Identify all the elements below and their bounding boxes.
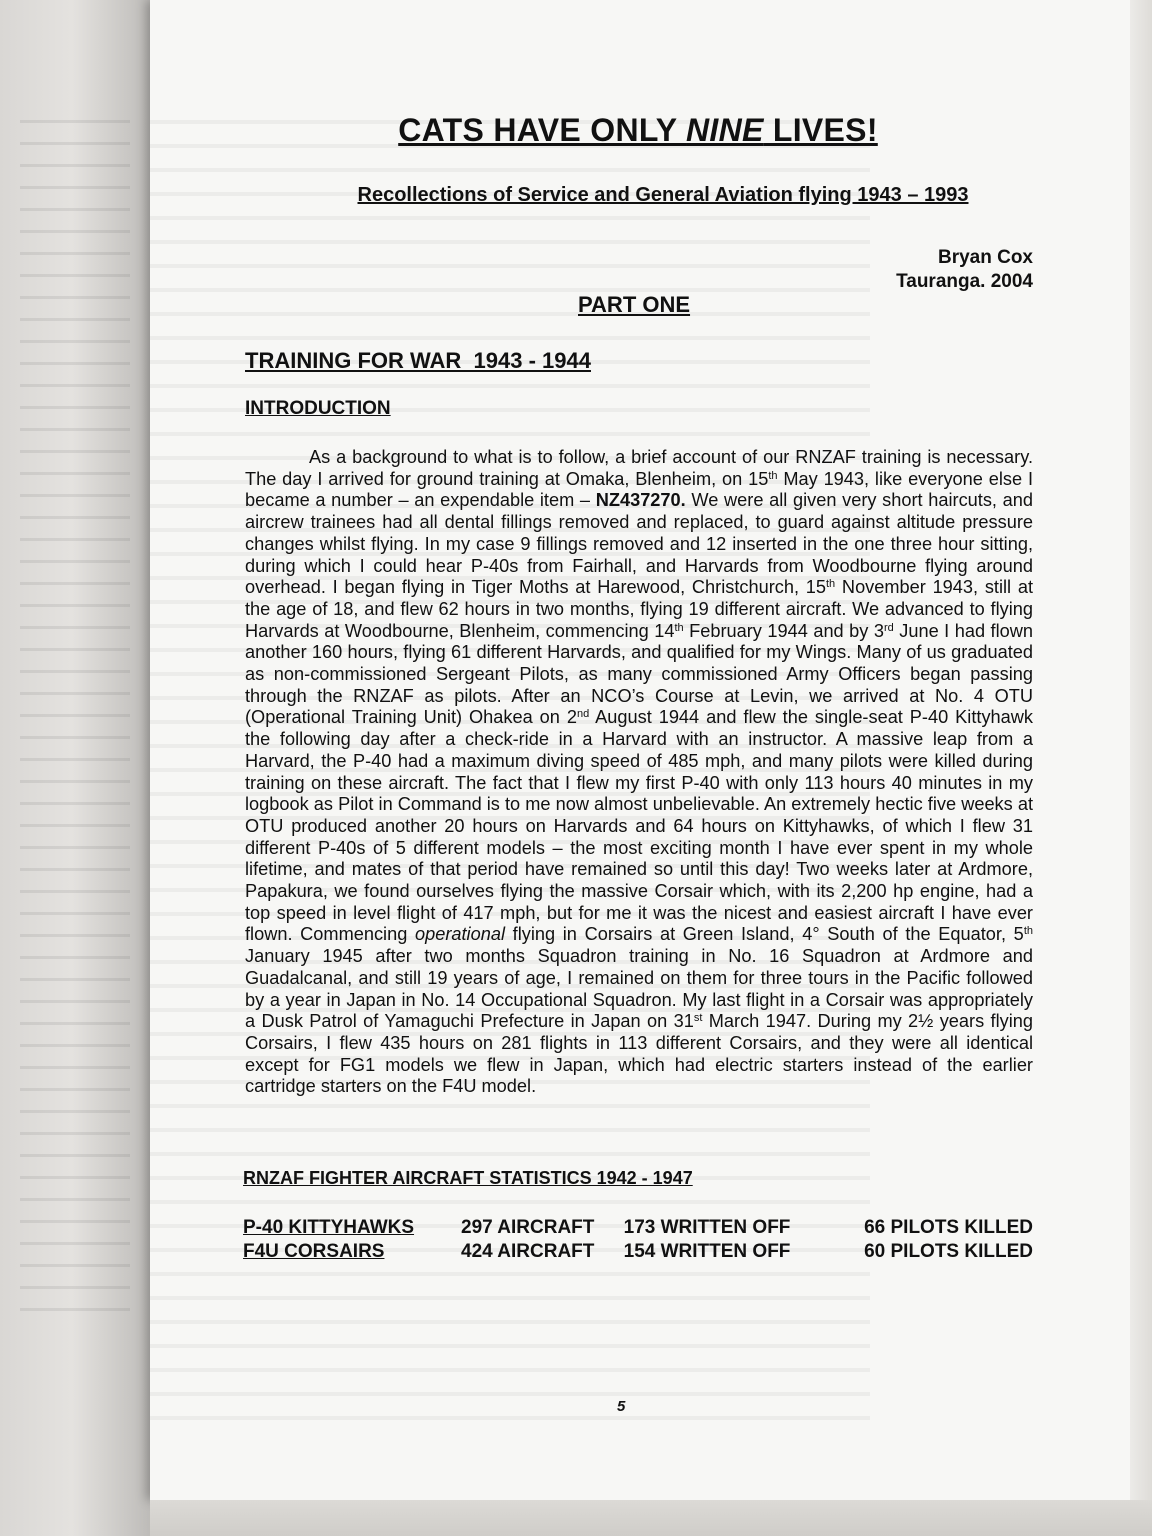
ordinal-suffix: th	[674, 621, 684, 634]
part-heading: PART ONE	[578, 292, 691, 317]
title-post: LIVES!	[763, 112, 878, 148]
book-spine-left-page	[0, 0, 160, 1536]
para-text: August 1944 and flew the single-seat P-40 Kittyhawk the following day after a check-ride in a Harvard with an instructor. A massive leap from a Harvard, the P-40 had a maximum diving speed of 485 mph, and many pilots were killed during training on these aircraft. The fact that I flew my first P-40 with only 113 hours 40 minutes in my logbook as Pilot in Command is to me now almost unbelievable. An extremely hectic five weeks at OTU produced another 20 hours on Harvards and 64 hours on Kittyhawks, of which I flew 31 different P-40s of 5 different models – the most exciting month I have ever spent in my whole lifetime, and mates of that period have remained so until this day! Two weeks later at Ardmore, Papakura, we found ourselves flying the massive Corsair which, with its 2,200 hp engine, had a top speed in level flight of 417 mph, but for me it was the nicest and easiest aircraft I have ever flown. Commencing	[245, 707, 1033, 945]
para-text: As a background to what is to follow, a brief account of our RNZAF training is necessary. The day I arrived for ground training at Omaka, Blenheim, on 15	[245, 447, 1033, 489]
para-text: February 1944 and by 3	[683, 620, 884, 641]
ordinal-suffix: rd	[883, 621, 894, 634]
pilots-killed-count: 66 PILOTS KILLED	[864, 1217, 1033, 1238]
written-off-count: 154 WRITTEN OFF	[623, 1241, 791, 1262]
author-block	[896, 246, 1033, 294]
ordinal-suffix: th	[1023, 925, 1033, 938]
aircraft-type: F4U CORSAIRS	[243, 1241, 385, 1262]
para-text: flying in Corsairs at Green Island, 4° South of the Equator, 5	[504, 924, 1024, 945]
table-row	[243, 1216, 1033, 1240]
stats-heading: RNZAF FIGHTER AIRCRAFT STATISTICS 1942 - 1947	[243, 1168, 693, 1188]
para-text: November 1943, still at the age of 18, and flew 62 hours in two months, flying 19 different aircraft. We advanced to flying Harvards at Woodbourne, Blenheim, commencing 14	[245, 577, 1033, 641]
page-subtitle: Recollections of Service and General Aviation flying 1943 – 1993	[357, 184, 969, 206]
para-text: We were all given very short haircuts, and aircrew trainees had all dental fillings removed and replaced, to guard against altitude pressure changes whilst flying. In my case 9 fillings removed and 12 inserted in the one three hour sitting, during which I could hear P-40s from Fairhall, and Harvards from Woodbourne flying around overhead. I began flying in Tiger Moths at Harewood, Christchurch, 15	[245, 490, 1033, 598]
service-number: NZ437270.	[595, 490, 686, 511]
section-heading: INTRODUCTION	[245, 398, 391, 419]
pilots-killed-count: 60 PILOTS KILLED	[864, 1241, 1033, 1262]
ordinal-suffix: st	[693, 1012, 703, 1025]
para-text: January 1945 after two months Squadron training in No. 16 Squadron at Ardmore and Guadalcanal, and still 19 years of age, I remained on them for three tours in the Pacific followed by a year in Japan in No. 14 Occupational Squadron. My last flight in a Corsair was appropriately a Dusk Patrol of Yamaguchi Prefecture in Japan on 31	[245, 946, 1033, 1032]
ordinal-suffix: th	[768, 469, 778, 482]
page-number: 5	[617, 1398, 626, 1415]
ordinal-suffix: th	[826, 578, 836, 591]
author-name: Bryan Cox	[937, 247, 1033, 268]
aircraft-count: 424 AIRCRAFT	[461, 1241, 595, 1262]
aircraft-type: P-40 KITTYHAWKS	[243, 1217, 415, 1238]
written-off-count: 173 WRITTEN OFF	[623, 1217, 791, 1238]
page-bottom-edge	[150, 1500, 1152, 1536]
title-emphasis: NINE	[686, 112, 764, 148]
introduction-paragraph	[245, 447, 1033, 1098]
ordinal-suffix: nd	[576, 708, 590, 721]
title-pre: CATS HAVE ONLY	[398, 112, 687, 148]
table-row	[243, 1240, 1033, 1264]
para-text: March 1947. During my 2½ years flying Corsairs, I flew 435 hours on 281 flights in 113 different Corsairs, and they were all identical except for FG1 models we flew in Japan, which had electric starters instead of the earlier cartridge starters on the F4U model.	[245, 1011, 1033, 1097]
stats-table	[243, 1216, 1033, 1264]
aircraft-count: 297 AIRCRAFT	[461, 1217, 595, 1238]
para-text: May 1943, like everyone else I became a number – an expendable item –	[245, 468, 1033, 511]
page-right-edge	[1130, 0, 1152, 1500]
chapter-heading: TRAINING FOR WAR 1943 - 1944	[245, 348, 591, 373]
italic-word: operational	[414, 924, 505, 945]
left-page-faint-text	[20, 120, 130, 1320]
author-place-year: Tauranga. 2004	[896, 271, 1033, 292]
para-text: June I had flown another 160 hours, flying 61 different Harvards, and qualified for my Wings. Many of us graduated as non-commissioned Sergeant Pilots, as many commissioned Army Officers began passing through the RNZAF as pilots. After an NCO’s Course at Levin, we arrived at No. 4 OTU (Operational Training Unit) Ohakea on 2	[245, 620, 1034, 728]
page-title	[368, 112, 908, 149]
